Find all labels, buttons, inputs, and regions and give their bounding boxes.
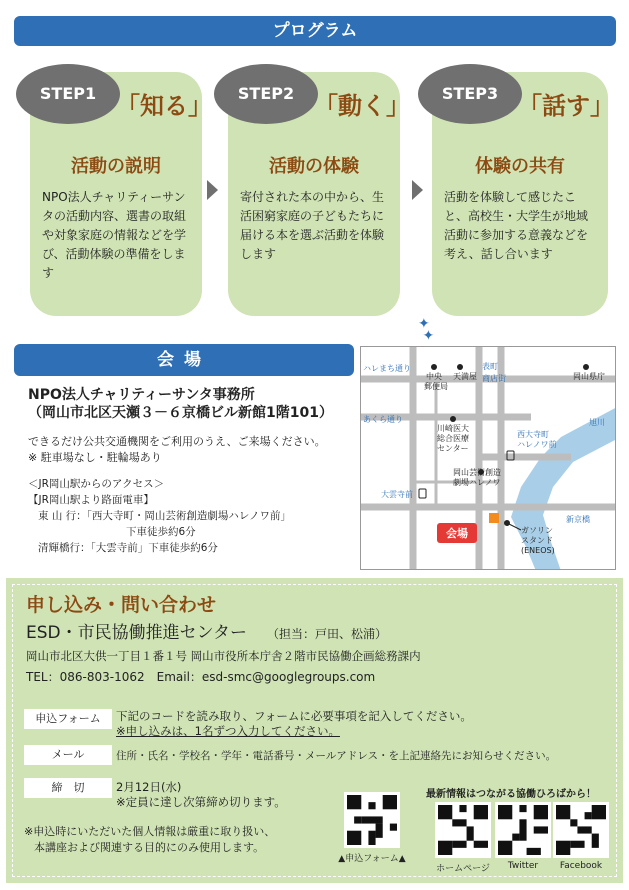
map-label-saidaiji1: 西大寺町 <box>517 430 549 439</box>
map-label-akura: あくら通り <box>363 415 403 424</box>
map-label-chuo2: 郵便局 <box>424 382 448 391</box>
apply-contact: （担当：戸田、松浦） <box>266 627 387 641</box>
map-label-venue: 会場 <box>446 527 468 540</box>
qr-code-icon[interactable] <box>495 802 551 858</box>
qr-code-icon[interactable] <box>435 802 491 858</box>
qr-form[interactable] <box>332 792 412 864</box>
row-text-deadline-1: 2月12日(水) <box>116 780 182 794</box>
step-2-badge: STEP2 <box>214 64 318 124</box>
row-text-mail-1: 住所・氏名・学校名・学年・電話番号・メールアドレス・を上記連絡先にお知らせください。 <box>116 750 557 762</box>
step-1-title: 活動の説明 <box>71 156 161 177</box>
privacy-note-2: 本講座および関連する目的にのみ使用します。 <box>34 841 265 854</box>
map-label-gas2: スタンド <box>521 536 553 545</box>
qr-facebook-label: Facebook <box>559 861 603 871</box>
step-3-badge: STEP3 <box>418 64 522 124</box>
row-label-form: 申込フォーム <box>24 709 112 729</box>
access-subtitle: 【JR岡山駅より路面電車】 <box>28 494 154 506</box>
qr-homepage[interactable] <box>430 802 496 874</box>
latest-info-heading: 最新情報はつながる協働ひろばから！ <box>426 789 596 800</box>
access-route-2: 清輝橋行：「大雲寺前」下車徒歩約6分 <box>38 542 218 554</box>
row-label-deadline: 締 切 <box>24 778 112 798</box>
arrow-right-icon <box>412 180 423 200</box>
qr-code-icon[interactable] <box>344 792 400 848</box>
step-1-card <box>30 72 212 316</box>
step-1-desc: NPO法人チャリティーサンタの活動内容、選書の取組や対象家庭の情報などを学び、活動体験の準備をします <box>42 190 187 280</box>
map-label-asahi: 旭川 <box>589 418 605 427</box>
qr-facebook[interactable] <box>548 802 614 871</box>
venue-note-transit: できるだけ公共交通機関をご利用のうえ、ご来場ください。 <box>28 435 326 448</box>
map-label-kawasaki3: センター <box>437 444 469 453</box>
map-label-omote2: 商店街 <box>482 374 506 383</box>
apply-section <box>6 578 623 883</box>
hospital-dot <box>450 416 456 422</box>
step-1-badge: STEP1 <box>16 64 120 124</box>
map-label-kenchou: 岡山県庁 <box>573 372 605 381</box>
access-title: ＜JR岡山駅からのアクセス＞ <box>28 478 165 490</box>
map-label-kawasaki1: 川崎医大 <box>437 424 469 433</box>
venue-marker <box>489 513 499 523</box>
apply-address: 岡山市北区大供一丁目１番１号 岡山市役所本庁舎２階市民協働企画総務課内 <box>26 649 421 663</box>
access-route-1-walk: 下車徒歩約6分 <box>126 526 196 538</box>
step-2-card <box>228 72 410 316</box>
apply-org-name: ESD・市民協働推進センター <box>26 623 247 643</box>
venue-address: （岡山市北区天瀬３－６京橋ビル新館1階101） <box>28 405 333 421</box>
qr-twitter-label: Twitter <box>507 861 539 871</box>
privacy-note <box>24 824 275 856</box>
venue-note-parking: ※ 駐車場なし・駐輪場あり <box>28 451 162 464</box>
step-3-desc: 活動を体験して感じたこと、高校生・大学生が地域活動に参加する意義などを考え、話し合います <box>444 190 589 261</box>
map-label-harema: ハレまち通り <box>363 364 411 373</box>
step-3-word: 「話す」 <box>518 92 614 120</box>
map-label-tenmaya: 天満屋 <box>453 372 477 381</box>
map-label-kawasaki2: 総合医療 <box>437 434 469 443</box>
row-text-deadline-2: ※定員に達し次第締め切ります。 <box>116 795 286 809</box>
arrow-right-icon <box>207 180 218 200</box>
map-label-omote1: 表町 <box>482 362 498 371</box>
step-2-word: 「動く」 <box>314 92 410 120</box>
row-label-mail: メール <box>24 745 112 765</box>
map-label-shinkyo: 新京橋 <box>566 515 590 524</box>
chuo-post-office-dot <box>431 364 437 370</box>
access-map <box>360 346 616 570</box>
qr-twitter[interactable] <box>490 802 556 871</box>
access-route-1: 東 山 行：「西大寺町・岡山芸術創造劇場ハレノワ前」 <box>38 510 292 522</box>
step-3-title: 体験の共有 <box>475 156 565 177</box>
apply-tel-email: TEL：086-803-1062 Email：esd-smc@googlegroups.com <box>26 670 376 684</box>
qr-code-icon[interactable] <box>553 802 609 858</box>
venue-banner: 会場 <box>14 344 354 376</box>
map-label-gas1: ガソリン <box>521 526 553 535</box>
row-text-form-1: 下記のコードを読み取り、フォームに必要事項を記入してください。 <box>116 709 472 723</box>
map-label-daiunji: 大雲寺前 <box>381 490 413 499</box>
map-label-gas3: (ENEOS) <box>521 546 555 555</box>
map-label-saidaiji2: ハレノワ前 <box>517 440 557 449</box>
map-label-chuo: 中央 <box>426 372 442 381</box>
qr-form-label: ▲申込フォーム▲ <box>338 854 406 864</box>
row-text-form-2: ※申し込みは、1名ずつ入力してください。 <box>116 724 340 738</box>
venue-info <box>28 386 353 556</box>
step-3-card <box>432 72 614 316</box>
apply-org <box>26 618 387 643</box>
tenmaya-dot <box>457 364 463 370</box>
sparkle-icon: ✦ ✦ <box>418 316 435 344</box>
map-label-geijutsu2: 劇場ハレノワ <box>453 478 501 487</box>
qr-homepage-label: ホームページ <box>436 864 490 874</box>
step-2-desc: 寄付された本の中から、生活困窮家庭の子どもたちに届ける本を選ぶ活動を体験します <box>240 190 385 261</box>
map-label-geijutsu1: 岡山芸術創造 <box>453 468 501 477</box>
program-banner: プログラム <box>14 16 616 46</box>
step-2-title: 活動の体験 <box>269 156 359 177</box>
step-1-word: 「知る」 <box>116 92 212 120</box>
gas-station-dot <box>504 520 510 526</box>
privacy-note-1: ※申込時にいただいた個人情報は厳重に取り扱い、 <box>24 825 276 838</box>
venue-name: NPO法人チャリティーサンタ事務所 <box>28 387 255 403</box>
kenchou-dot <box>583 364 589 370</box>
apply-title: 申し込み・問い合わせ <box>26 594 217 616</box>
